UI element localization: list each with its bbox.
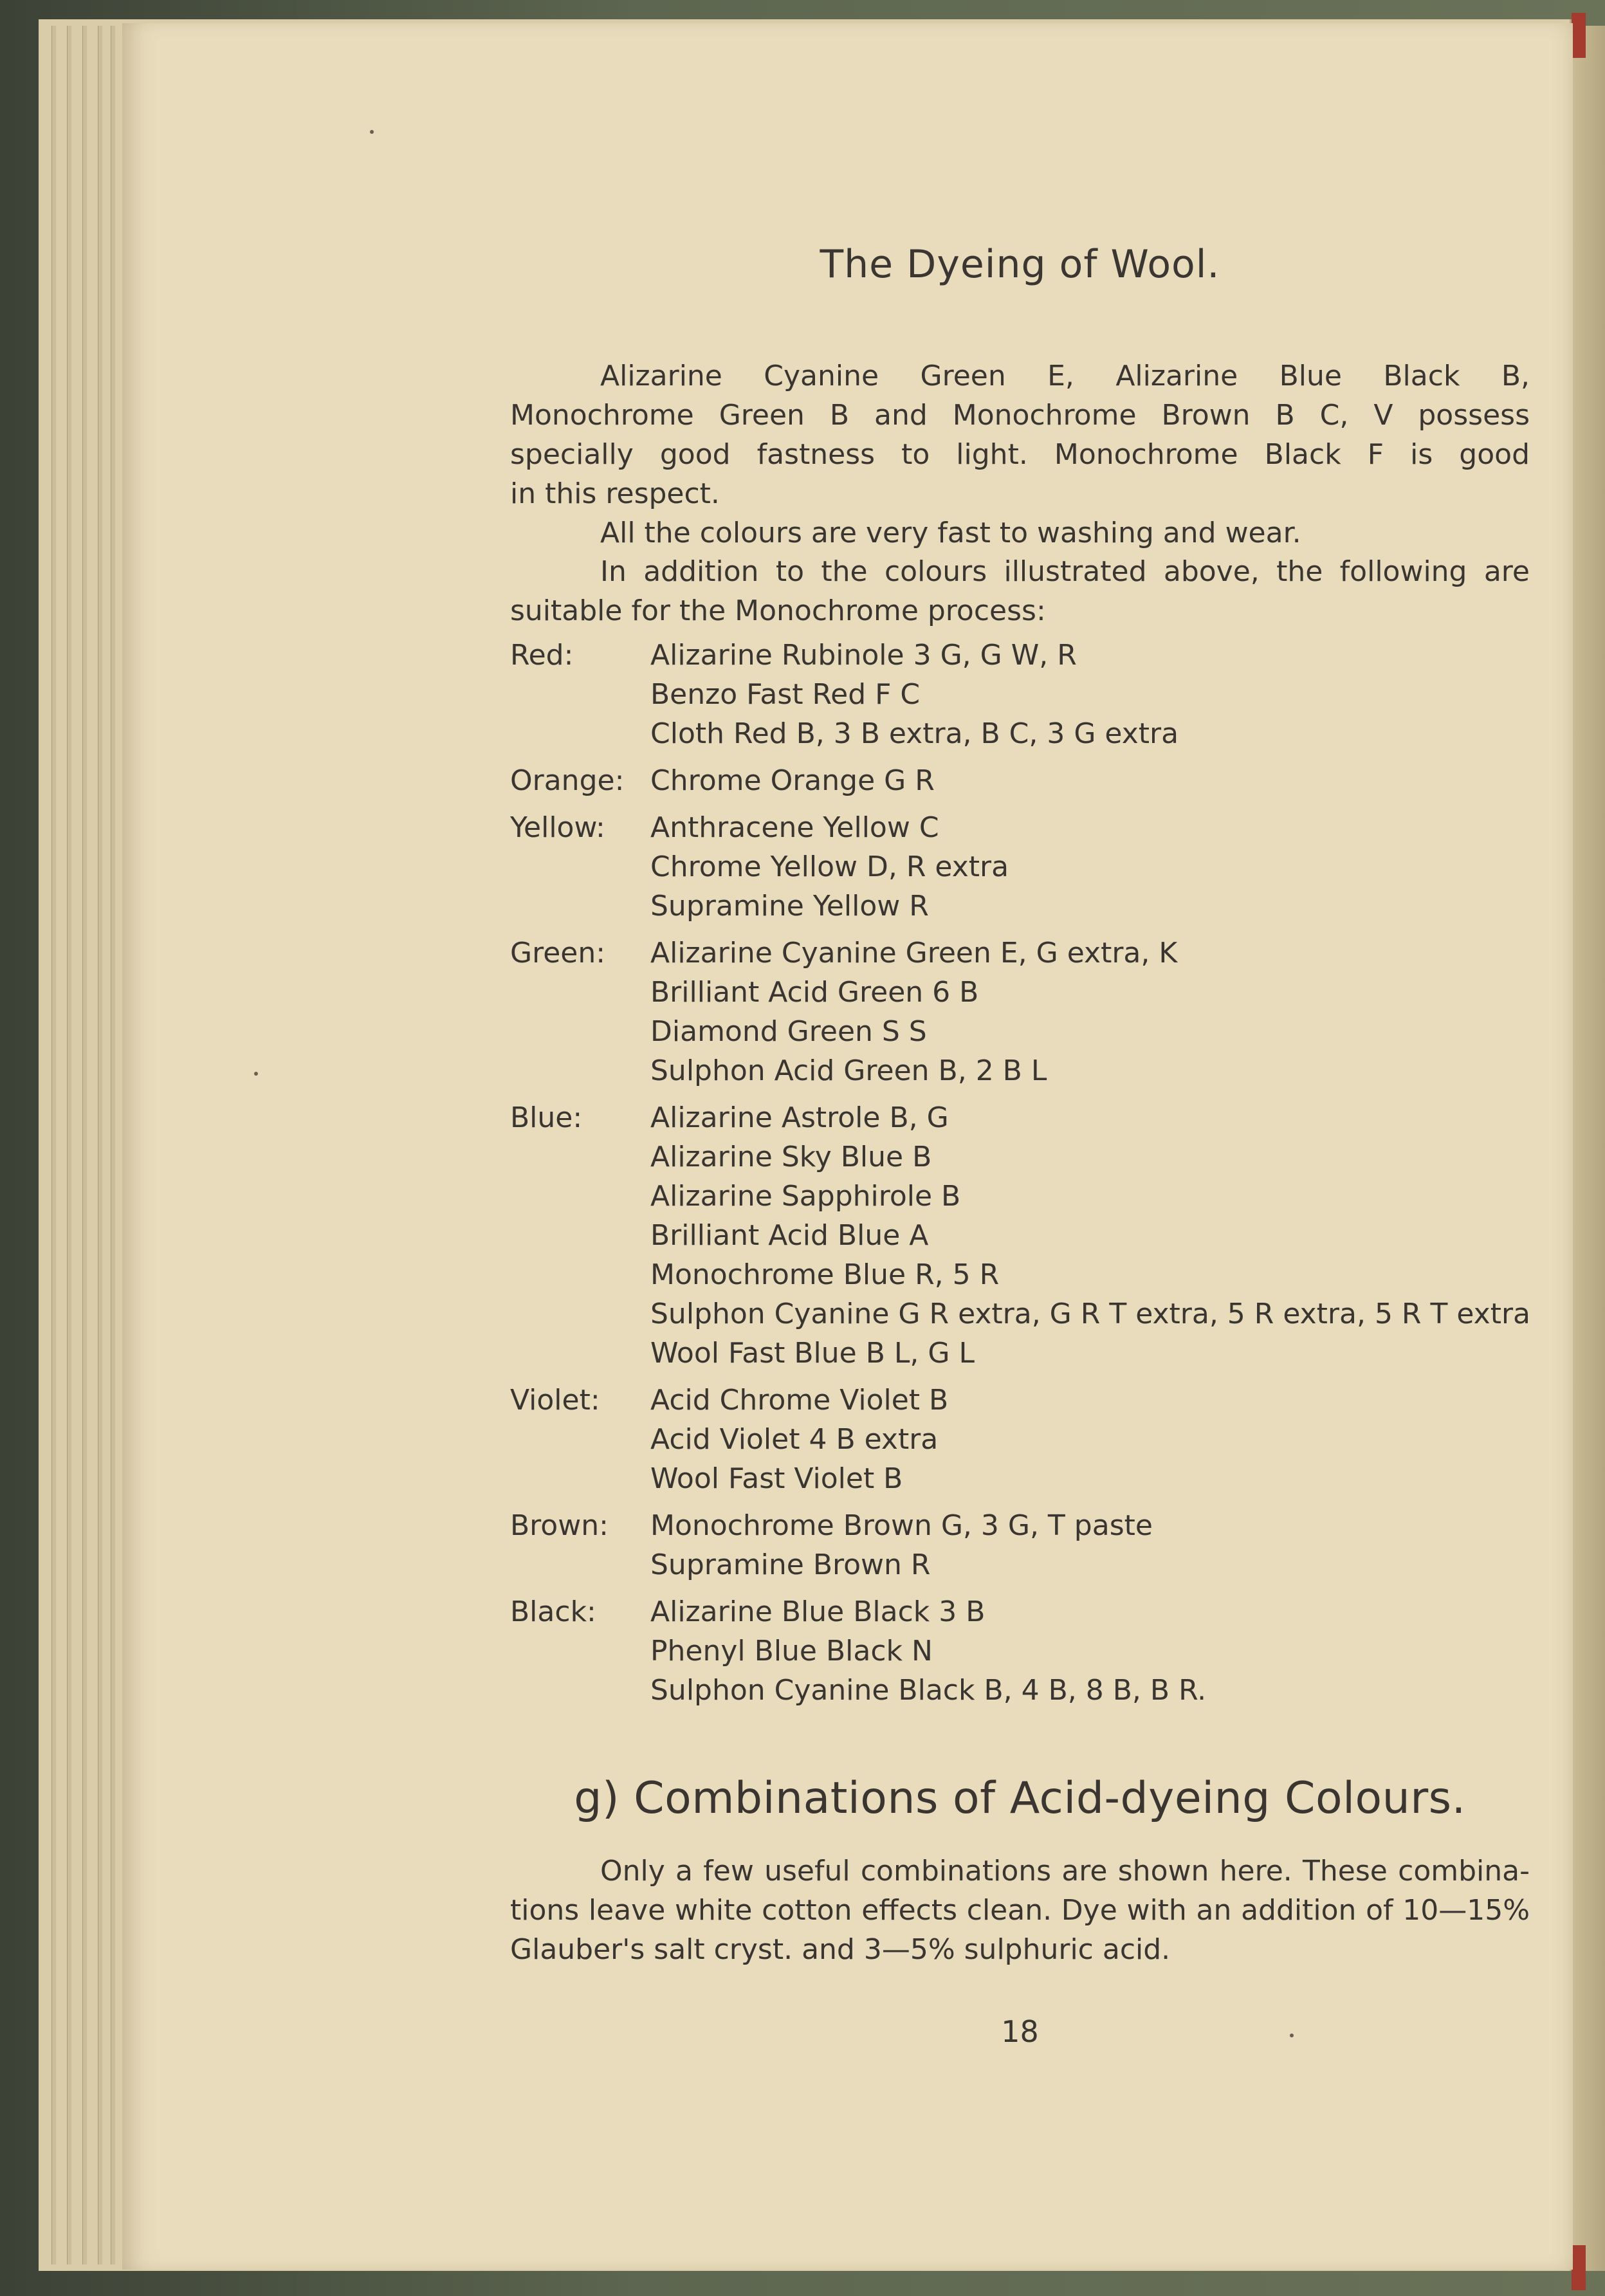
- colour-group: [510, 1098, 1572, 1373]
- colour-group: [510, 1506, 1572, 1584]
- page-number: 18: [1001, 2014, 1039, 2049]
- colour-category: Yellow:: [510, 811, 605, 844]
- dye-name: Benzo Fast Red F C: [650, 678, 921, 711]
- colour-items: [650, 1592, 1572, 1710]
- colour-group: [510, 1592, 1572, 1710]
- dye-name: Sulphon Cyanine Black B, 4 B, 8 B, B R.: [650, 1674, 1207, 1707]
- dye-name: Sulphon Acid Green B, 2 B L: [650, 1054, 1047, 1087]
- text-line: In addition to the colours illustrated above, the following are: [600, 555, 1530, 588]
- text-line: Glauber's salt cryst. and 3—5% sulphuric acid.: [510, 1933, 1171, 1966]
- colour-items: [650, 933, 1572, 1090]
- dye-name: Cloth Red B, 3 B extra, B C, 3 G extra: [650, 717, 1179, 750]
- colour-items: [650, 761, 1572, 800]
- page-edge: [67, 26, 71, 2264]
- colour-items: [650, 808, 1572, 926]
- dye-name: Alizarine Cyanine Green E, G extra, K: [650, 937, 1178, 969]
- dye-name: Alizarine Rubinole 3 G, G W, R: [650, 639, 1077, 672]
- colour-category: Blue:: [510, 1101, 583, 1134]
- colour-group: [510, 933, 1572, 1090]
- dye-name: Wool Fast Violet B: [650, 1462, 903, 1495]
- colour-category: Black:: [510, 1595, 596, 1628]
- colour-list: [510, 636, 1572, 1718]
- dye-name: Supramine Brown R: [650, 1548, 931, 1581]
- colour-items: [650, 636, 1572, 753]
- colour-items: [650, 1098, 1572, 1373]
- colour-category: Brown:: [510, 1509, 609, 1542]
- intro-paragraph-3: [510, 552, 1530, 630]
- ribbon-marker: [1572, 13, 1586, 58]
- colour-group: [510, 636, 1572, 753]
- dye-name: Phenyl Blue Black N: [650, 1635, 933, 1667]
- dye-name: Wool Fast Blue B L, G L: [650, 1337, 975, 1370]
- colour-group: [510, 761, 1572, 800]
- book-page: [122, 23, 1573, 2270]
- colour-group: [510, 808, 1572, 926]
- colour-category: Red:: [510, 639, 574, 672]
- dye-name: Chrome Orange G R: [650, 764, 935, 797]
- dye-name: Acid Violet 4 B extra: [650, 1423, 939, 1456]
- page-edge: [82, 26, 87, 2264]
- page-edge: [51, 26, 56, 2264]
- dye-name: Alizarine Sky Blue B: [650, 1141, 932, 1173]
- dye-name: Acid Chrome Violet B: [650, 1384, 949, 1417]
- colour-category: Green:: [510, 937, 606, 969]
- text-line: Only a few useful combinations are shown here. These combina-: [600, 1855, 1530, 1887]
- colour-category: Orange:: [510, 764, 625, 797]
- running-head: The Dyeing of Wool.: [820, 242, 1220, 287]
- dye-name: Alizarine Blue Black 3 B: [650, 1595, 986, 1628]
- text-line: tions leave white cotton effects clean. Dye with an addition of 10—15%: [510, 1894, 1530, 1927]
- colour-group: [510, 1381, 1572, 1498]
- text-line: suitable for the Monochrome process:: [510, 594, 1046, 627]
- dye-name: Brilliant Acid Blue A: [650, 1219, 929, 1252]
- intro-paragraph-1: [510, 356, 1530, 513]
- colour-items: [650, 1506, 1572, 1584]
- dye-name: Supramine Yellow R: [650, 890, 929, 923]
- dye-name: Anthracene Yellow C: [650, 811, 939, 844]
- dye-name: Chrome Yellow D, R extra: [650, 850, 1009, 883]
- text-line: in this respect.: [510, 477, 720, 510]
- page-edge: [98, 26, 102, 2264]
- section-paragraph: [510, 1851, 1530, 1969]
- dye-name: Brilliant Acid Green 6 B: [650, 976, 979, 1009]
- text-line: specially good fastness to light. Monochrome Black F is good: [510, 438, 1530, 471]
- dye-name: Alizarine Sapphirole B: [650, 1180, 961, 1213]
- text-line: All the colours are very fast to washing and wear.: [600, 517, 1301, 549]
- dye-name: Sulphon Cyanine G R extra, G R T extra, 5 R extra, 5 R T extra: [650, 1298, 1530, 1330]
- ribbon-marker: [1572, 2245, 1586, 2290]
- text-line: Alizarine Cyanine Green E, Alizarine Blue Black B,: [600, 360, 1530, 392]
- colour-items: [650, 1381, 1572, 1498]
- text-line: Monochrome Green B and Monochrome Brown B C, V possess: [510, 399, 1530, 432]
- dye-name: Diamond Green S S: [650, 1015, 927, 1048]
- dye-name: Monochrome Blue R, 5 R: [650, 1258, 1000, 1291]
- intro-paragraph-2: [510, 513, 1530, 553]
- section-heading: g) Combinations of Acid-dyeing Colours.: [574, 1773, 1466, 1824]
- dye-name: Monochrome Brown G, 3 G, T paste: [650, 1509, 1153, 1542]
- page-edge: [111, 26, 115, 2264]
- fore-edge: [1573, 26, 1605, 2271]
- colour-category: Violet:: [510, 1384, 600, 1417]
- dye-name: Alizarine Astrole B, G: [650, 1101, 949, 1134]
